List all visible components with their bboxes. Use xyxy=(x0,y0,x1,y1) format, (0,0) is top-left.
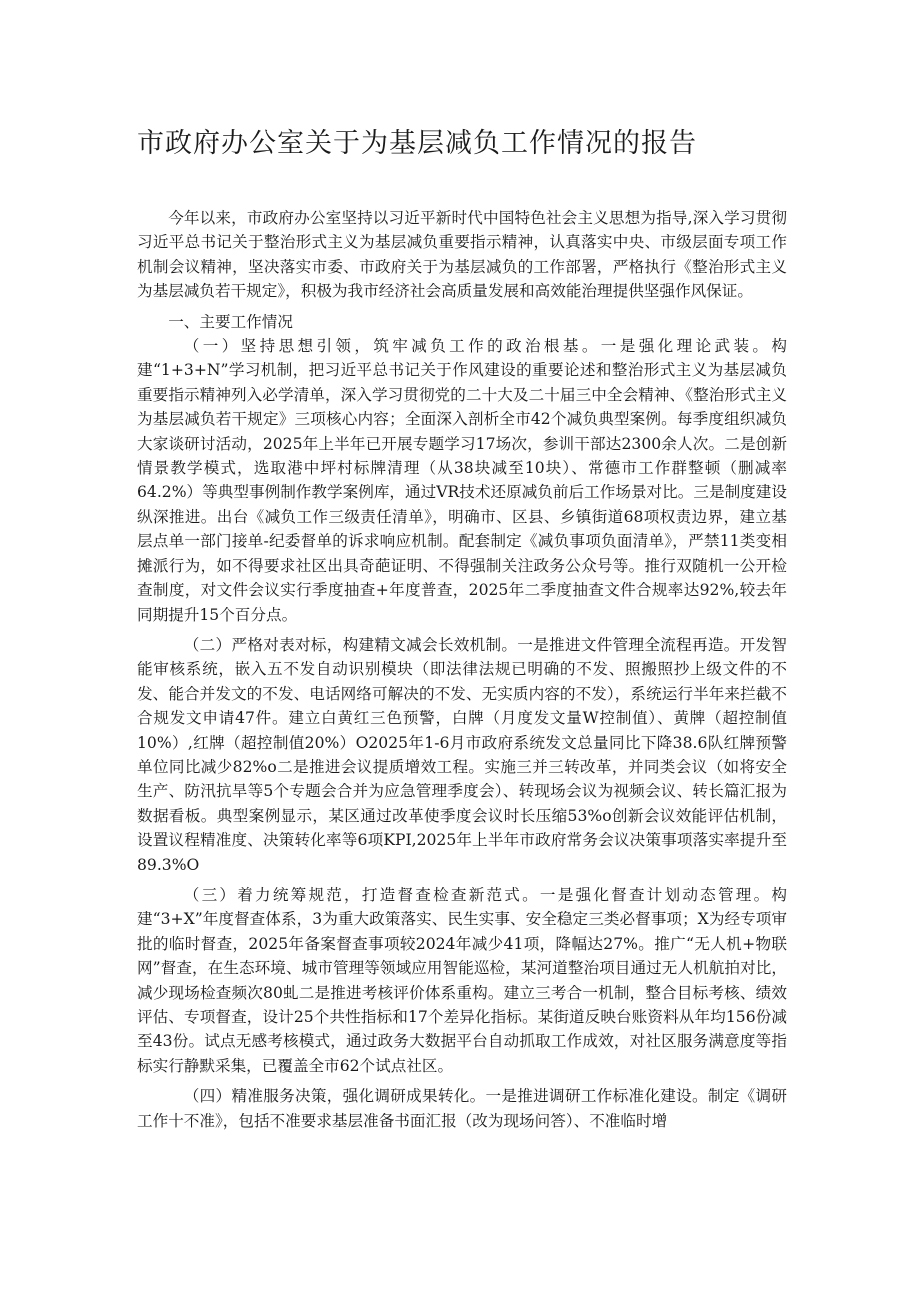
paragraph-4: （四）精准服务决策，强化调研成果转化。一是推进调研工作标准化建设。制定《调研工作十不准》，包括不准要求基层准备书面汇报（改为现场问答）、不准临时增 xyxy=(137,1087,787,1130)
document-body xyxy=(137,206,787,1133)
document-title: 市政府办公室关于为基层减负工作情况的报告 xyxy=(137,128,697,159)
paragraph-1: （一）坚持思想引领，筑牢减负工作的政治根基。一是强化理论武装。构建“1+3+N”学习机制，把习近平总书记关于作风建设的重要论述和整治形式主义为基层减负重要指示精神列入必学清单，深入学习贯彻党的二十大及二十届三中全会精神、《整治形式主义为基层减负若干规定》三项核心内容；全面深入剖析全市42个减负典型案例。每季度组织减负大家谈研讨活动，2025年上半年已开展专题学习17场次，参训干部达2300余人次。二是创新情景教学模式，选取港中坪村标牌清理（从38块减至10块）、常德市工作群整顿（删减率64.2%）等典型事例制作教学案例库，通过VR技术还原减负前后工作场景对比。三是制度建设纵深推进。出台《减负工作三级责任清单》，明确市、区县、乡镇街道68项权责边界，建立基层点单一部门接单-纪委督单的诉求响应机制。配套制定《减负事项负面清单》，严禁11类变相摊派行为，如不得要求社区出具奇葩证明、不得强制关注政务公众号等。推行双随机一公开检查制度，对文件会议实行季度抽查+年度普查，2025年二季度抽查文件合规率达92%,较去年同期提升15个百分点。 xyxy=(137,337,787,624)
paragraph-2: （二）严格对表对标，构建精文减会长效机制。一是推进文件管理全流程再造。开发智能审核系统，嵌入五不发自动识别模块（即法律法规已明确的不发、照搬照抄上级文件的不发、能合并发文的不发、电话网络可解决的不发、无实质内容的不发），系统运行半年来拦截不合规发文申请47件。建立白黄红三色预警，白牌（月度发文量W控制值）、黄牌（超控制值10%）,红牌（超控制值20%）O2025年1-6月市政府系统发文总量同比下降38.6队红牌预警单位同比减少82%o二是推进会议提质增效工程。实施三并三转改革，并同类会议（如将安全生产、防汛抗旱等5个专题会合并为应急管理季度会）、转现场会议为视频会议、转长篇汇报为数据看板。典型案例显示，某区通过改革使季度会议时长压缩53%o创新会议效能评估机制，设置议程精准度、决策转化率等6项KPI,2025年上半年市政府常务会议决策事项落实率提升至89.3%O xyxy=(137,635,787,874)
section-heading: 一、主要工作情况 xyxy=(168,312,293,331)
intro-paragraph: 今年以来，市政府办公室坚持以习近平新时代中国特色社会主义思想为指导,深入学习贯彻习近平总书记关于整治形式主义为基层减负重要指示精神，认真落实中央、市级层面专项工作机制会议精神，坚决落实市委、市政府关于为基层减负的工作部署，严格执行《整治形式主义为基层减负若干规定》，积极为我市经济社会高质量发展和高效能治理提供坚强作风保证。 xyxy=(137,209,787,301)
paragraph-3: （三）着力统筹规范，打造督查检查新范式。一是强化督查计划动态管理。构建“3+X”年度督查体系，3为重大政策落实、民生实事、安全稳定三类必督事项；X为经专项审批的临时督查，2025年备案督查事项较2024年减少41项，降幅达27%。推广“无人机+物联网”督查，在生态环境、城市管理等领域应用智能巡检，某河道整治项目通过无人机航拍对比，减少现场检查频次80虬二是推进考核评价体系重构。建立三考合一机制，整合目标考核、绩效评估、专项督查，设计25个共性指标和17个差异化指标。某街道反映台账资料从年均156份减至43份。试点无感考核模式，通过政务大数据平台自动抓取工作成效，对社区服务满意度等指标实行静默采集，已覆盖全市62个试点社区。 xyxy=(137,885,787,1075)
